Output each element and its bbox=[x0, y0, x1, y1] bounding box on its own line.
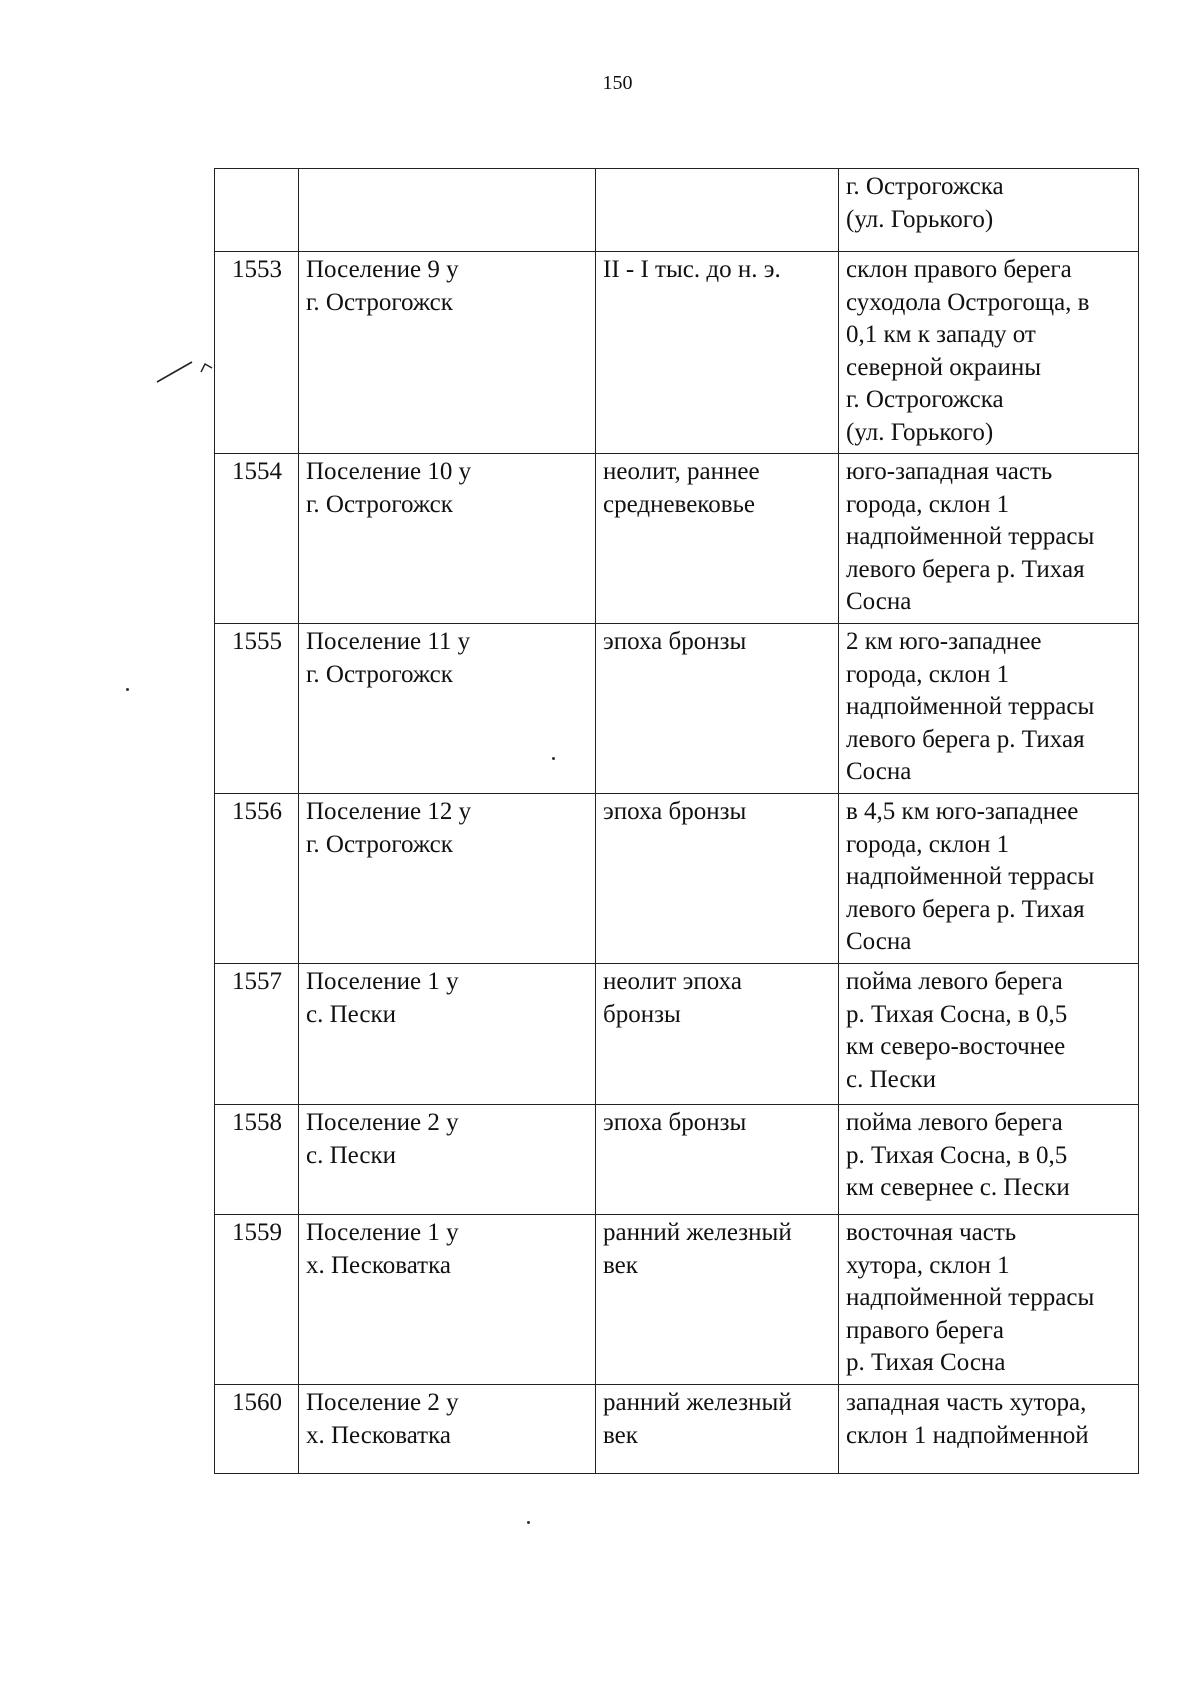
cell-location bbox=[839, 794, 1139, 964]
location-line: города, склон 1 bbox=[846, 490, 1010, 518]
location-line: р. Тихая Сосна bbox=[846, 1349, 1006, 1376]
cell-site-name bbox=[299, 1385, 596, 1474]
location-line: суходола Острогоща, в bbox=[846, 288, 1090, 316]
location-line: склон 1 надпойменной bbox=[846, 1421, 1089, 1449]
location-line: юго-западная часть bbox=[846, 458, 1053, 485]
cell-number bbox=[215, 794, 299, 964]
site-name-line: Поселение 2 у bbox=[306, 1109, 459, 1136]
cell-number bbox=[215, 1385, 299, 1474]
row-number: 1560 bbox=[232, 1389, 282, 1416]
cell-period bbox=[596, 169, 839, 252]
site-name-line: х. Песковатка bbox=[306, 1251, 451, 1279]
site-name-line: Поселение 10 у bbox=[306, 458, 472, 485]
cell-number bbox=[215, 964, 299, 1105]
row-number: 1554 bbox=[232, 458, 282, 485]
row-number: 1558 bbox=[232, 1109, 282, 1136]
cell-site-name bbox=[299, 1105, 596, 1215]
location-line: склон правого берега bbox=[846, 256, 1072, 283]
site-name-line: г. Острогожск bbox=[306, 660, 453, 688]
location-line: города, склон 1 bbox=[846, 830, 1010, 858]
location-line: надпойменной террасы bbox=[846, 1284, 1095, 1311]
cell-number bbox=[215, 1215, 299, 1385]
location-line: в 4,5 км юго-западнее bbox=[846, 798, 1079, 825]
site-name-line: Поселение 9 у bbox=[306, 256, 459, 283]
monuments-table bbox=[214, 168, 1139, 1474]
cell-location bbox=[839, 624, 1139, 794]
table-body bbox=[215, 169, 1139, 1474]
location-line: пойма левого берега bbox=[846, 968, 1063, 995]
page-number: 150 bbox=[602, 72, 633, 94]
location-line: западная часть хутора, bbox=[846, 1389, 1087, 1416]
location-line: (ул. Горького) bbox=[846, 418, 994, 446]
cell-location bbox=[839, 1385, 1139, 1474]
table-row bbox=[215, 964, 1139, 1105]
location-line: надпойменной террасы bbox=[846, 693, 1095, 720]
location-line: города, склон 1 bbox=[846, 660, 1010, 688]
cell-site-name bbox=[299, 454, 596, 624]
cell-number bbox=[215, 1105, 299, 1215]
cell-location bbox=[839, 1105, 1139, 1215]
cell-period bbox=[596, 1215, 839, 1385]
location-line: надпойменной террасы bbox=[846, 863, 1095, 890]
location-line: (ул. Горького) bbox=[846, 205, 994, 233]
period-line: эпоха бронзы bbox=[603, 628, 747, 655]
cell-number bbox=[215, 624, 299, 794]
location-line: км севернее с. Пески bbox=[846, 1174, 1070, 1201]
site-name-line: г. Острогожск bbox=[306, 830, 453, 858]
cell-period bbox=[596, 794, 839, 964]
location-line: 0,1 км к западу от bbox=[846, 321, 1036, 348]
location-line: пойма левого берега bbox=[846, 1109, 1063, 1136]
location-line: северной окраины bbox=[846, 353, 1042, 381]
cell-site-name bbox=[299, 624, 596, 794]
pen-mark bbox=[150, 350, 230, 390]
site-name-line: г. Острогожск bbox=[306, 490, 453, 518]
site-name-line: г. Острогожск bbox=[306, 288, 453, 316]
cell-site-name bbox=[299, 1215, 596, 1385]
cell-number bbox=[215, 454, 299, 624]
table-row bbox=[215, 1105, 1139, 1215]
cell-site-name bbox=[299, 794, 596, 964]
site-name-line: Поселение 12 у bbox=[306, 798, 472, 825]
period-line: ранний железный bbox=[603, 1219, 792, 1246]
period-line: эпоха бронзы bbox=[603, 1109, 747, 1136]
table-row bbox=[215, 1215, 1139, 1385]
table-row bbox=[215, 624, 1139, 794]
row-number: 1559 bbox=[232, 1219, 282, 1246]
row-number: 1556 bbox=[232, 798, 282, 825]
cell-site-name bbox=[299, 252, 596, 454]
location-line: левого берега р. Тихая bbox=[846, 725, 1085, 753]
location-line: с. Пески bbox=[846, 1065, 936, 1093]
cell-number bbox=[215, 169, 299, 252]
location-line: р. Тихая Сосна, в 0,5 bbox=[846, 1141, 1068, 1169]
cell-period bbox=[596, 964, 839, 1105]
cell-location bbox=[839, 964, 1139, 1105]
location-line: Сосна bbox=[846, 928, 912, 955]
location-line: левого берега р. Тихая bbox=[846, 555, 1085, 583]
site-name-line: с. Пески bbox=[306, 1000, 396, 1028]
cell-location bbox=[839, 252, 1139, 454]
location-line: надпойменной террасы bbox=[846, 523, 1095, 550]
cell-period bbox=[596, 624, 839, 794]
location-line: г. Острогожска bbox=[846, 386, 1004, 413]
period-line: век bbox=[603, 1251, 638, 1279]
scan-dot bbox=[527, 1521, 530, 1524]
period-line: век bbox=[603, 1421, 638, 1449]
location-line: р. Тихая Сосна, в 0,5 bbox=[846, 1000, 1068, 1028]
cell-period bbox=[596, 454, 839, 624]
row-number: 1557 bbox=[232, 968, 282, 995]
cell-period bbox=[596, 1385, 839, 1474]
cell-site-name bbox=[299, 964, 596, 1105]
period-line: неолит эпоха bbox=[603, 968, 742, 995]
location-line: Сосна bbox=[846, 588, 912, 615]
location-line: Сосна bbox=[846, 758, 912, 785]
site-name-line: Поселение 2 у bbox=[306, 1389, 459, 1416]
period-line: эпоха бронзы bbox=[603, 798, 747, 825]
site-name-line: х. Песковатка bbox=[306, 1421, 451, 1449]
table-row bbox=[215, 252, 1139, 454]
cell-site-name bbox=[299, 169, 596, 252]
period-line: средневековье bbox=[603, 490, 755, 518]
location-line: хутора, склон 1 bbox=[846, 1251, 1010, 1279]
location-line: восточная часть bbox=[846, 1219, 1017, 1246]
scan-dot bbox=[552, 757, 555, 760]
location-line: 2 км юго-западнее bbox=[846, 628, 1042, 655]
table-row bbox=[215, 454, 1139, 624]
site-name-line: с. Пески bbox=[306, 1141, 396, 1169]
cell-location bbox=[839, 1215, 1139, 1385]
cell-period bbox=[596, 252, 839, 454]
location-line: км северо-восточнее bbox=[846, 1033, 1066, 1060]
row-number: 1553 bbox=[232, 256, 282, 283]
cell-period bbox=[596, 1105, 839, 1215]
cell-location bbox=[839, 169, 1139, 252]
period-line: неолит, раннее bbox=[603, 458, 760, 485]
period-line: бронзы bbox=[603, 1000, 681, 1028]
site-name-line: Поселение 1 у bbox=[306, 1219, 459, 1246]
site-name-line: Поселение 11 у bbox=[306, 628, 471, 655]
table-row bbox=[215, 169, 1139, 252]
location-line: г. Острогожска bbox=[846, 173, 1004, 200]
scan-dot bbox=[126, 688, 129, 691]
table-row bbox=[215, 1385, 1139, 1474]
table-row bbox=[215, 794, 1139, 964]
period-line: II - I тыс. до н. э. bbox=[603, 256, 781, 283]
location-line: левого берега р. Тихая bbox=[846, 895, 1085, 923]
row-number: 1555 bbox=[232, 628, 282, 655]
cell-location bbox=[839, 454, 1139, 624]
period-line: ранний железный bbox=[603, 1389, 792, 1416]
site-name-line: Поселение 1 у bbox=[306, 968, 459, 995]
location-line: правого берега bbox=[846, 1316, 1004, 1344]
